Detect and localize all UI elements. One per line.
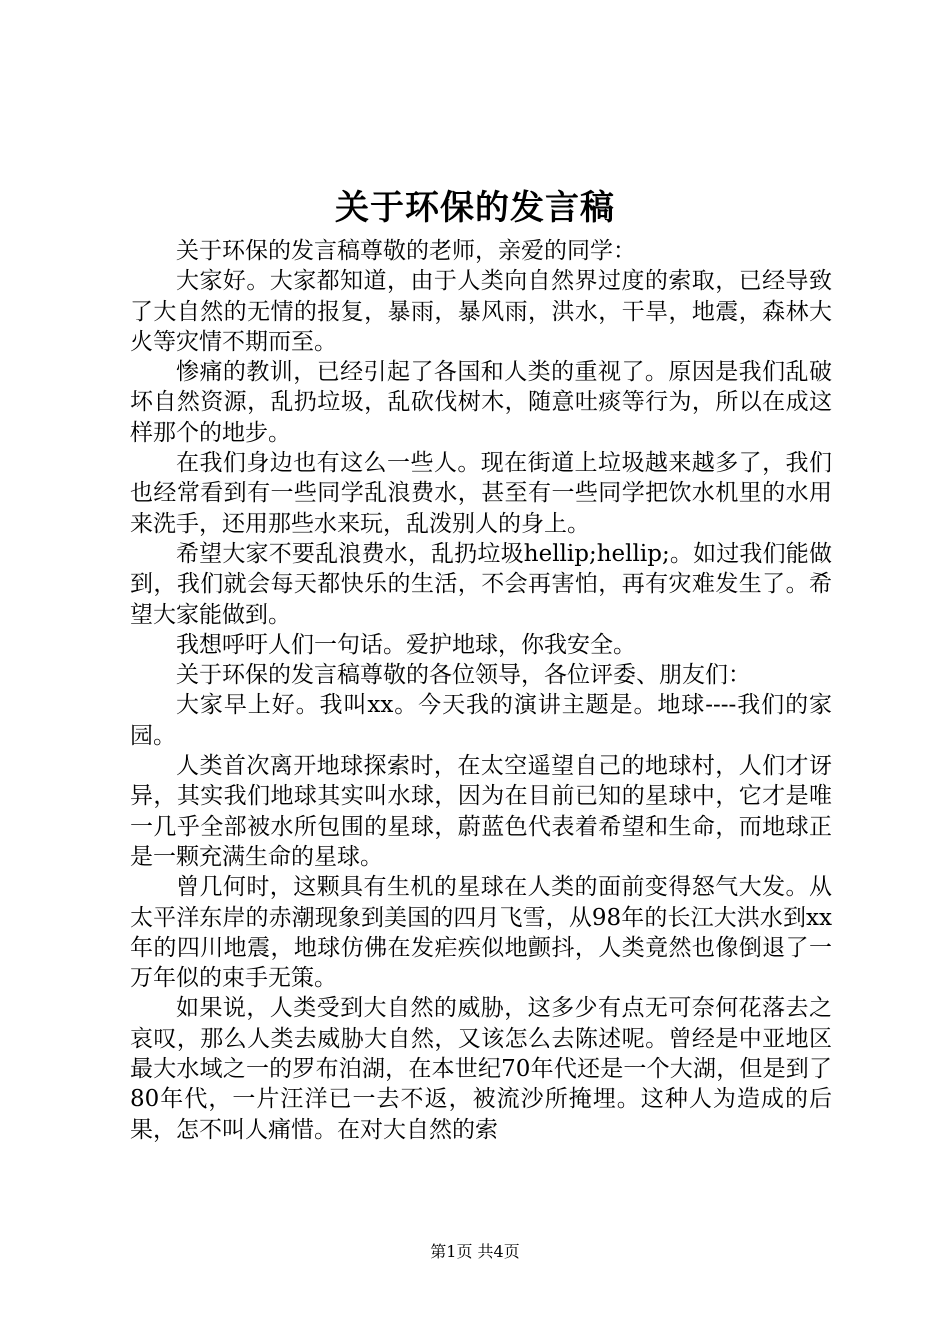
document-body [130, 236, 832, 1145]
document-title: 关于环保的发言稿 [335, 188, 615, 228]
page-number-footer: 第1页 共4页 [430, 1242, 520, 1261]
paragraph-around-us: 在我们身边也有这么一些人。现在街道上垃圾越来越多了，我们也经常看到有一些同学乱浪费水，甚至有一些同学把饮水机里的水用来洗手，还用那些水来玩，乱泼别人的身上。 [130, 450, 832, 537]
paragraph-disasters: 大家好。大家都知道，由于人类向自然界过度的索取，已经导致了大自然的无情的报复，暴雨，暴风雨，洪水，干旱，地震，森林大火等灾情不期而至。 [130, 268, 832, 355]
paragraph-hope: 希望大家不要乱浪费水，乱扔垃圾hellip;hellip;。如过我们能做到，我们就会每天都快乐的生活，不会再害怕，再有灾难发生了。希望大家能做到。 [130, 540, 832, 628]
paragraph-intro-speech: 大家早上好。我叫xx。今天我的演讲主题是。地球----我们的家园。 [130, 692, 832, 749]
paragraph-appeal: 我想呼吁人们一句话。爱护地球，你我安全。 [176, 631, 636, 658]
paragraph-greeting-1: 关于环保的发言稿尊敬的老师，亲爱的同学： [176, 238, 636, 264]
paragraph-lessons: 惨痛的教训，已经引起了各国和人类的重视了。原因是我们乱破坏自然资源，乱扔垃圾，乱砍伐树木，随意吐痰等行为，所以在成这样那个的地步。 [130, 359, 832, 446]
paragraph-angry-earth: 曾几何时，这颗具有生机的星球在人类的面前变得怒气大发。从太平洋东岸的赤潮现象到美国的四月飞雪，从98年的长江大洪水到xx年的四川地震，地球仿佛在发疟疾似地颤抖，人类竟然也像倒退了一万年似的束手无策。 [130, 874, 832, 992]
paragraph-lop-nur: 如果说，人类受到大自然的威胁，这多少有点无可奈何花落去之哀叹，那么人类去威胁大自然，又该怎么去陈述呢。曾经是中亚地区最大水域之一的罗布泊湖，在本世纪70年代还是一个大湖，但是到了80年代，一片汪洋已一去不返，被流沙所掩埋。这种人为造成的后果，怎不叫人痛惜。在对大自然的索 [130, 995, 832, 1143]
paragraph-water-planet: 人类首次离开地球探索时，在太空遥望自己的地球村，人们才讶异，其实我们地球其实叫水球，因为在目前已知的星球中，它才是唯一几乎全部被水所包围的星球，蔚蓝色代表着希望和生命，而地球正是一颗充满生命的星球。 [130, 753, 832, 870]
paragraph-greeting-2: 关于环保的发言稿尊敬的各位领导，各位评委、朋友们： [176, 662, 751, 689]
